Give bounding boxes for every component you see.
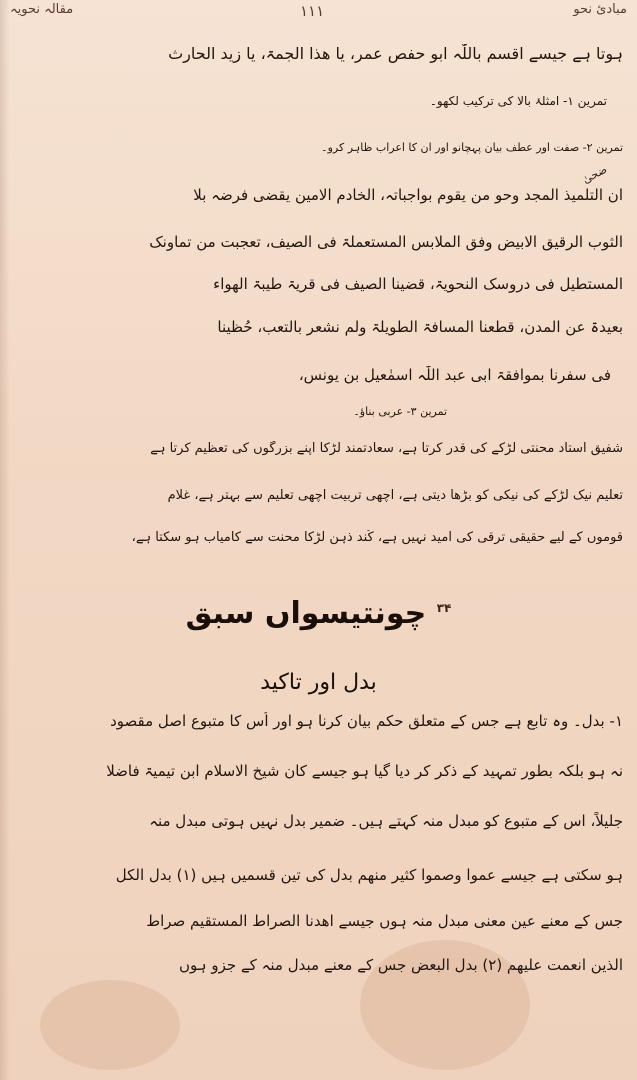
paper-stain (40, 980, 180, 1070)
arabic-line: المستطیل فی دروسک النحویۃ، قضینا الصیف فی قریۃ طیبۃ الھواء (213, 275, 623, 293)
arabic-line: الثوب الرقیق الابیض وفق الملابس المستعملۃ فی الصیف، تعجبت من تماونک (149, 233, 623, 251)
definition-line (14, 712, 623, 730)
arabic-line: بعیدۃ عن المدن، قطعنا المسافۃ الطویلۃ ولم نشعر بالتعب، حُظینا (217, 318, 623, 336)
arabic-line: ان التلمیذ المجد وحو من یقوم بواجباتہ، الخادم الامین یقضی فرضہ بلا (193, 186, 623, 204)
text-line: نہ ہو بلکہ بطور تمہید کے ذکر کر دیا گیا ہو جیسے کان شیخ الاسلام ابن تیمیۃ فاضلا (106, 762, 623, 780)
text-line: الذین انعمت علیھم (۲) بدل البعض جس کے معنے مبدل منہ کے جزو ہوں (179, 956, 623, 974)
lesson-title (0, 596, 637, 631)
page-header (0, 0, 637, 22)
margin-note: ضحیٰ (580, 162, 610, 187)
definition-text: بدل۔ وہ تابع ہے جس کے متعلق حکم بیان کرنا ہو اور اُس کا متبوع اصل مقصود (110, 712, 605, 730)
text-line: ہو سکتی ہے جیسے عموا وصموا کثیر منھم بدل کی تین قسمیں ہیں (۱) بدل الکل (115, 866, 623, 884)
exercise-heading: تمرین ۱- امثلۂ بالا کی ترکیب لکھو۔ (429, 94, 607, 108)
exercise-heading: تمرین ۳- عربی بناؤ۔ (353, 405, 447, 418)
item-number: ۱- (609, 712, 623, 730)
text-line: ہوتا ہے جیسے اقسم باللّٰہ ابو حفص عمر، یا ھذا الجمۃ، یا زید الحارث (168, 44, 623, 63)
text-line: شفیق اُستاد محنتی لڑکے کی قدر کرتا ہے، سعادتمند لڑکا اپنے بزرگوں کی تعظیم کرتا ہے (150, 441, 623, 456)
page-number: ١١١ (300, 2, 325, 20)
text-line: قوموں کے لیے حقیقی ترقی کی اُمید نہیں ہے، کُند ذہن لڑکا محنت سے کامیاب ہو سکتا ہے، (131, 530, 623, 545)
arabic-line: فی سفرنا بموافقۃ ابی عبد اللّٰہ اسمٰعیل بن یونس، (298, 366, 611, 384)
text-line: جلیلاً، اس کے متبوع کو مبدل منہ کہتے ہیں۔ ضمیر بدل نہیں ہوتی مبدل منہ (149, 812, 623, 830)
exercise-heading: تمرین ۲- صفت اور عطف بیان پہچانو اور ان کا اعراب ظاہر کرو۔ (321, 141, 623, 154)
lesson-title-text: چونتیسواں سبق (185, 596, 427, 631)
header-right: مبادیٔ نحو (573, 2, 627, 17)
header-left: مقالہ نحویہ (10, 2, 74, 17)
text-line: تعلیم نیک لڑکے کی نیکی کو بڑھا دیتی ہے، اچھی تربیت اچھی تعلیم سے بہتر ہے، غلام (167, 488, 623, 503)
lesson-subtitle: بدل اور تاکید (260, 670, 377, 695)
text-line: جس کے معنے عین معنی مبدل منہ ہوں جیسے اھدنا الصراط المستقیم صراط (146, 912, 623, 930)
page-edge-shadow (0, 0, 10, 1080)
lesson-number: ۳۴ (436, 601, 452, 615)
